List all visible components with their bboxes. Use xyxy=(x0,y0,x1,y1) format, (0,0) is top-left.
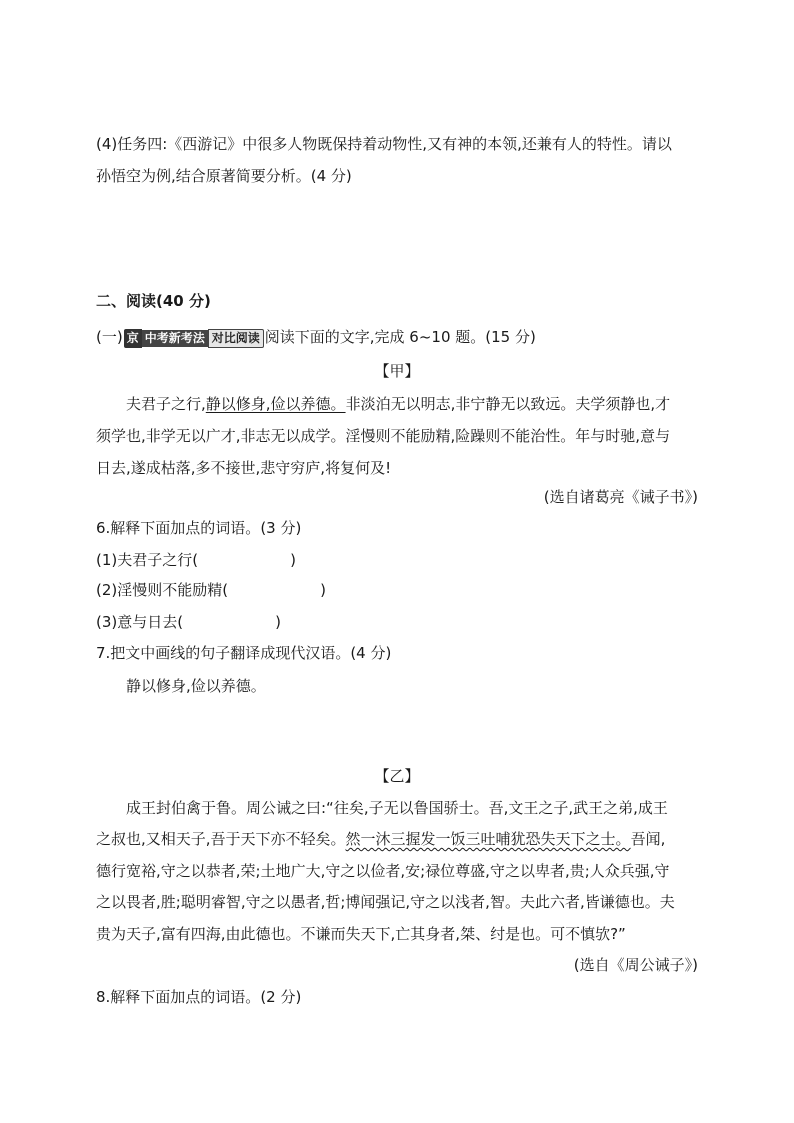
passage-yi-line1: 成王封伯禽于鲁。周公诫之曰:“往矣,子无以鲁国骄士。吾,文王之子,武王之弟,成王 xyxy=(126,799,668,817)
task4-line2: 孙悟空为例,结合原著简要分析。(4 分) xyxy=(96,167,352,185)
q6-item1-text: (1)夫君子之行( xyxy=(96,551,199,569)
wavy-underlined-sentence: 然一沐三握发一饭三吐哺犹恐失天下之士。 xyxy=(345,830,631,848)
intro-suffix: 阅读下面的文字,完成 6~10 题。(15 分) xyxy=(264,328,536,346)
passage-jia-title: 【甲】 xyxy=(374,362,420,380)
jia-text: 非淡泊无以明志,非宁静无以致远。夫学须静也,才 xyxy=(345,395,671,413)
passage-jia-line3: 日去,遂成枯落,多不接世,悲守穷庐,将复何及! xyxy=(96,459,392,477)
q7-sentence: 静以修身,俭以养德。 xyxy=(126,677,266,695)
q8-stem: 8.解释下面加点的词语。(2 分) xyxy=(96,988,302,1006)
badge-icon: 京 xyxy=(124,329,142,348)
q6-stem: 6.解释下面加点的词语。(3 分) xyxy=(96,519,302,537)
yi-text: 吾闻, xyxy=(630,830,666,848)
passage-jia-line2: 须学也,非学无以广才,非志无以成学。淫慢则不能励精,险躁则不能治性。年与时驰,意与 xyxy=(96,427,671,445)
section-heading: 二、阅读(40 分) xyxy=(96,292,211,310)
q6-item1 xyxy=(96,550,698,570)
passage-jia-source: (选自诸葛亮《诫子书》) xyxy=(543,488,698,506)
underlined-sentence: 静以修身,俭以养德。 xyxy=(205,395,346,413)
q7-stem: 7.把文中画线的句子翻译成现代汉语。(4 分) xyxy=(96,644,392,662)
intro-prefix: (一) xyxy=(96,328,123,346)
passage-yi-line4: 之以畏者,胜;聪明睿智,守之以愚者,哲;博闻强记,守之以浅者,智。夫此六者,皆谦德也。夫 xyxy=(96,893,675,911)
reading-intro xyxy=(96,327,698,347)
yi-text: 之叔也,又相天子,吾于天下亦不轻矣。 xyxy=(96,830,346,848)
q6-item2-text: (2)淫慢则不能励精( xyxy=(96,581,229,599)
jia-text: 夫君子之行, xyxy=(126,395,206,413)
bracket-close: ) xyxy=(275,613,281,631)
exam-type-badge xyxy=(124,329,264,346)
passage-yi-line5: 贵为天子,富有四海,由此德也。不谦而失天下,亡其身者,桀、纣是也。可不慎欤?” xyxy=(96,925,626,943)
passage-yi-line3: 德行宽裕,守之以恭者,荣;土地广大,守之以俭者,安;禄位尊盛,守之以卑者,贵;人众兵强,守 xyxy=(96,862,670,880)
passage-yi-source: (选自《周公诫子》) xyxy=(573,956,698,974)
passage-jia-line1 xyxy=(126,394,728,414)
badge-new-method: 中考新考法 xyxy=(142,330,208,347)
q6-item3 xyxy=(96,612,698,632)
passage-yi-title: 【乙】 xyxy=(374,767,420,785)
q6-item2 xyxy=(96,580,698,600)
badge-compare-reading: 对比阅读 xyxy=(208,329,264,348)
bracket-close: ) xyxy=(320,581,326,599)
task4-line1: (4)任务四:《西游记》中很多人物既保持着动物性,又有神的本领,还兼有人的特性。请以 xyxy=(96,135,672,153)
passage-yi-line2 xyxy=(96,829,698,849)
bracket-close: ) xyxy=(290,551,296,569)
q6-item3-text: (3)意与日去( xyxy=(96,613,184,631)
